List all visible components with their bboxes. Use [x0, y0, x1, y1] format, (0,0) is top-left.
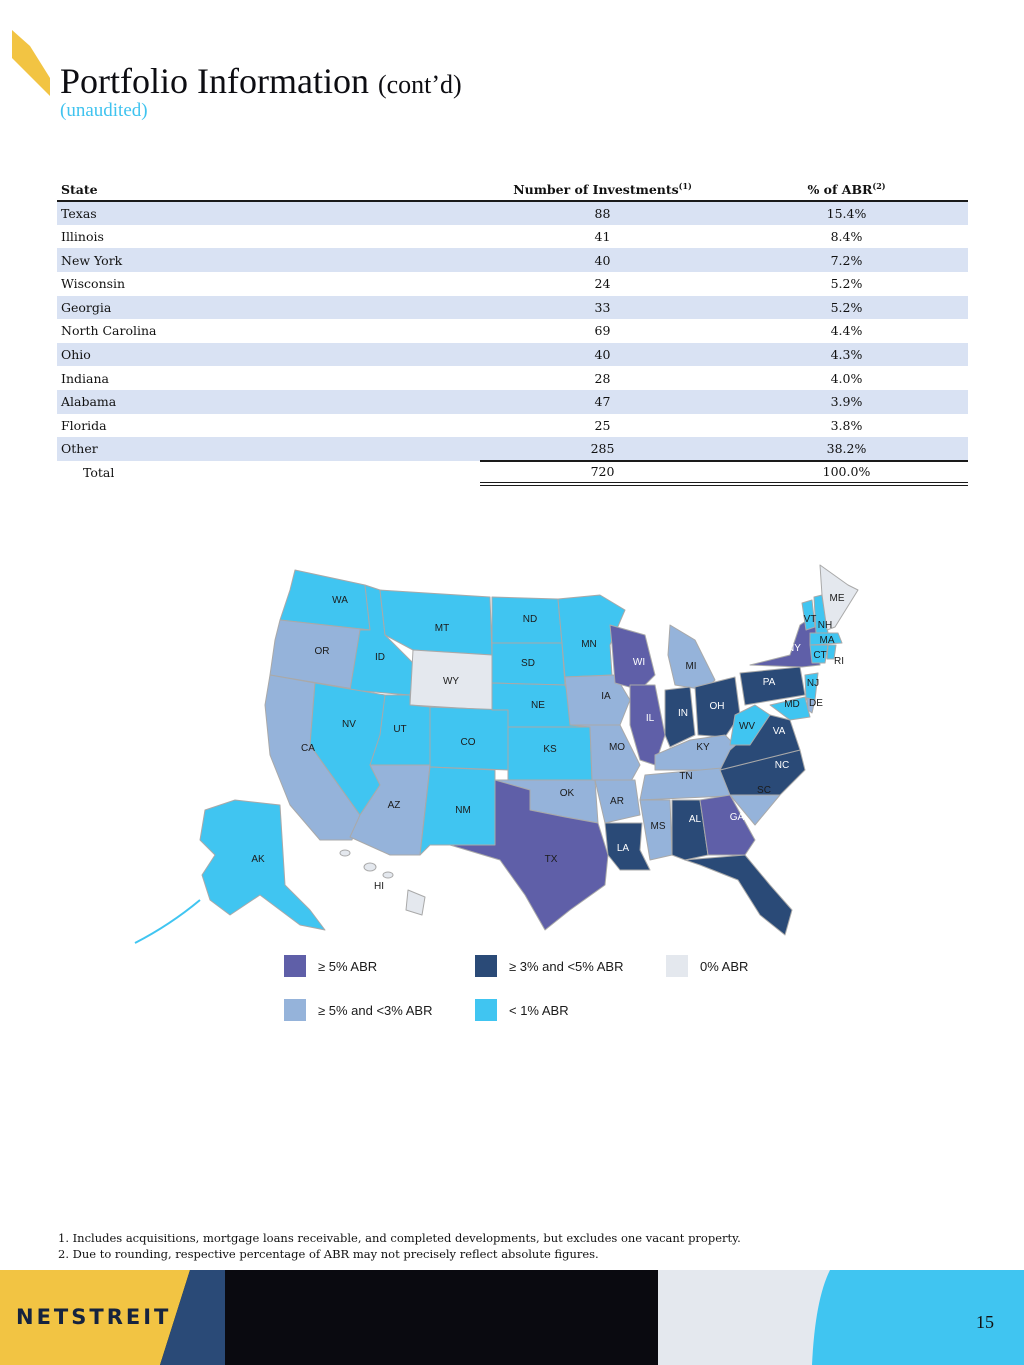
cell-abr: 4.3% [725, 343, 968, 367]
cell-state: Texas [57, 201, 480, 225]
state-label: TN [679, 771, 693, 782]
state-label: ID [375, 652, 385, 663]
cell-abr: 5.2% [725, 296, 968, 320]
cell-investments: 28 [594, 370, 611, 386]
footnote-1: 1. Includes acquisitions, mortgage loans receivable, and completed developments, but excludes one vacant property. [58, 1231, 741, 1245]
legend-label: < 1% ABR [509, 1002, 569, 1018]
cell-abr: 4.4% [830, 323, 863, 339]
state-label: CT [813, 650, 827, 661]
title-suffix: (cont’d) [377, 70, 462, 99]
state-label: DE [809, 698, 823, 709]
state-label: AL [688, 814, 702, 825]
state-label: IL [645, 713, 655, 724]
state-label: IN [678, 708, 688, 719]
legend-swatch [475, 999, 497, 1021]
cell-state: Ohio [57, 343, 480, 367]
title-main: Portfolio Information [60, 61, 369, 101]
header-state: State [57, 178, 480, 201]
table-row [57, 248, 968, 272]
cell-state: New York [57, 248, 480, 272]
state-label: OH [709, 701, 725, 712]
cell-investments: 33 [480, 296, 725, 320]
cell-abr: 8.4% [830, 229, 863, 245]
state-label: MO [608, 742, 626, 753]
state-label: AZ [387, 800, 401, 811]
page-number: 15 [976, 1312, 994, 1332]
header-abr-label: % of ABR [807, 182, 873, 198]
header-investments-label: Number of Investments [513, 182, 679, 198]
state-ak-chain [135, 900, 200, 943]
cell-investments: 41 [594, 229, 611, 245]
legend-item [284, 999, 432, 1021]
state-label: ME [829, 593, 845, 604]
state-label: NM [455, 805, 471, 816]
cell-total-investments: 720 [480, 461, 725, 485]
state-label: NY [787, 643, 801, 654]
state-label: AR [610, 796, 624, 807]
legend-label: ≥ 5% ABR [318, 958, 378, 974]
state-label: ND [522, 614, 538, 625]
state-label: WV [738, 721, 756, 732]
state-label: KY [696, 742, 710, 753]
state-label: NV [342, 719, 356, 730]
cell-abr: 4.0% [830, 370, 863, 386]
table-row [57, 319, 968, 343]
state-label: SD [521, 658, 535, 669]
cell-investments: 88 [480, 201, 725, 225]
state-label: WY [442, 676, 460, 687]
cell-state: Indiana [61, 370, 109, 386]
cell-investments: 69 [594, 323, 611, 339]
cell-state: Alabama [57, 390, 480, 414]
cell-investments: 47 [480, 390, 725, 414]
state-label: MN [581, 639, 597, 650]
header-investments-note: (1) [678, 181, 692, 191]
legend-item [666, 955, 748, 977]
state-label: MS [650, 821, 666, 832]
cell-total-abr: 100.0% [725, 461, 968, 485]
cell-state: Wisconsin [61, 276, 126, 292]
netstreit-logo: NETSTREIT [16, 1305, 172, 1329]
legend-label: 0% ABR [700, 958, 749, 974]
state-label: CA [301, 743, 315, 754]
state-label: NJ [806, 678, 820, 689]
cell-investments: 285 [480, 437, 725, 461]
cell-state: Georgia [57, 296, 480, 320]
table-row [57, 366, 968, 390]
state-label: OR [314, 646, 330, 657]
state-mi [668, 625, 715, 690]
state-label: VA [772, 726, 786, 737]
table-row [57, 390, 968, 414]
legend-swatch [475, 955, 497, 977]
state-label: MT [434, 623, 450, 634]
cell-abr: 3.8% [830, 417, 863, 433]
legend-item [475, 999, 569, 1021]
total-row [57, 461, 968, 485]
state-label: AK [251, 854, 265, 865]
accent-chevron [0, 0, 60, 100]
state-label: RI [834, 656, 844, 667]
legend-label: ≥ 5% and <3% ABR [318, 1002, 433, 1018]
cell-abr: 15.4% [725, 201, 968, 225]
state-label: SC [757, 785, 771, 796]
state-label: MA [819, 635, 835, 646]
footnotes [58, 1230, 741, 1262]
cell-state: Florida [61, 417, 107, 433]
state-label: TX [544, 854, 558, 865]
cell-abr: 38.2% [725, 437, 968, 461]
table-row [57, 272, 968, 296]
cell-state: Other [57, 437, 480, 461]
state-label: PA [762, 677, 776, 688]
cell-investments: 40 [480, 343, 725, 367]
state-label: CO [460, 737, 476, 748]
state-fl [685, 855, 792, 935]
cell-investments: 25 [594, 417, 611, 433]
table-row [57, 437, 968, 461]
page-title [60, 60, 462, 102]
state-label: WA [332, 595, 348, 606]
header-abr [725, 178, 968, 201]
state-label: NC [774, 760, 790, 771]
legend-item [475, 955, 623, 977]
cell-abr: 5.2% [830, 276, 863, 292]
state-label: MD [784, 699, 800, 710]
table-row [57, 343, 968, 367]
cell-state: Illinois [61, 229, 104, 245]
us-state-map [130, 555, 870, 955]
footnote-2: 2. Due to rounding, respective percentage of ABR may not precisely reflect absolute figures. [58, 1247, 599, 1261]
table-header-row [57, 178, 968, 201]
state-label: LA [616, 843, 630, 854]
cell-abr: 3.9% [725, 390, 968, 414]
state-label: IA [601, 691, 611, 702]
table-row [57, 201, 968, 225]
state-label: MI [685, 661, 697, 672]
state-label: VT [803, 614, 817, 625]
state-label: OK [559, 788, 575, 799]
state-label: KS [543, 744, 557, 755]
header-abr-note: (2) [872, 181, 886, 191]
page-subtitle: (unaudited) [60, 100, 148, 121]
cell-state: North Carolina [61, 323, 157, 339]
cell-abr: 7.2% [725, 248, 968, 272]
cell-investments: 40 [480, 248, 725, 272]
state-label: HI [374, 881, 384, 892]
cell-total-label: Total [83, 464, 115, 480]
header-investments [480, 178, 725, 201]
state-label: NE [531, 700, 545, 711]
table-row [57, 414, 968, 438]
state-label: WI [632, 657, 646, 668]
state-label: NH [817, 620, 833, 631]
state-label: UT [393, 724, 407, 735]
legend-label: ≥ 3% and <5% ABR [509, 958, 624, 974]
table-row [57, 296, 968, 320]
state-label: GA [729, 812, 745, 823]
legend-swatch [284, 955, 306, 977]
state-label: FL [762, 868, 774, 879]
table-row [57, 225, 968, 249]
legend-swatch [666, 955, 688, 977]
investments-table [57, 178, 968, 486]
legend-swatch [284, 999, 306, 1021]
legend-item [284, 955, 377, 977]
cell-investments: 24 [594, 276, 611, 292]
